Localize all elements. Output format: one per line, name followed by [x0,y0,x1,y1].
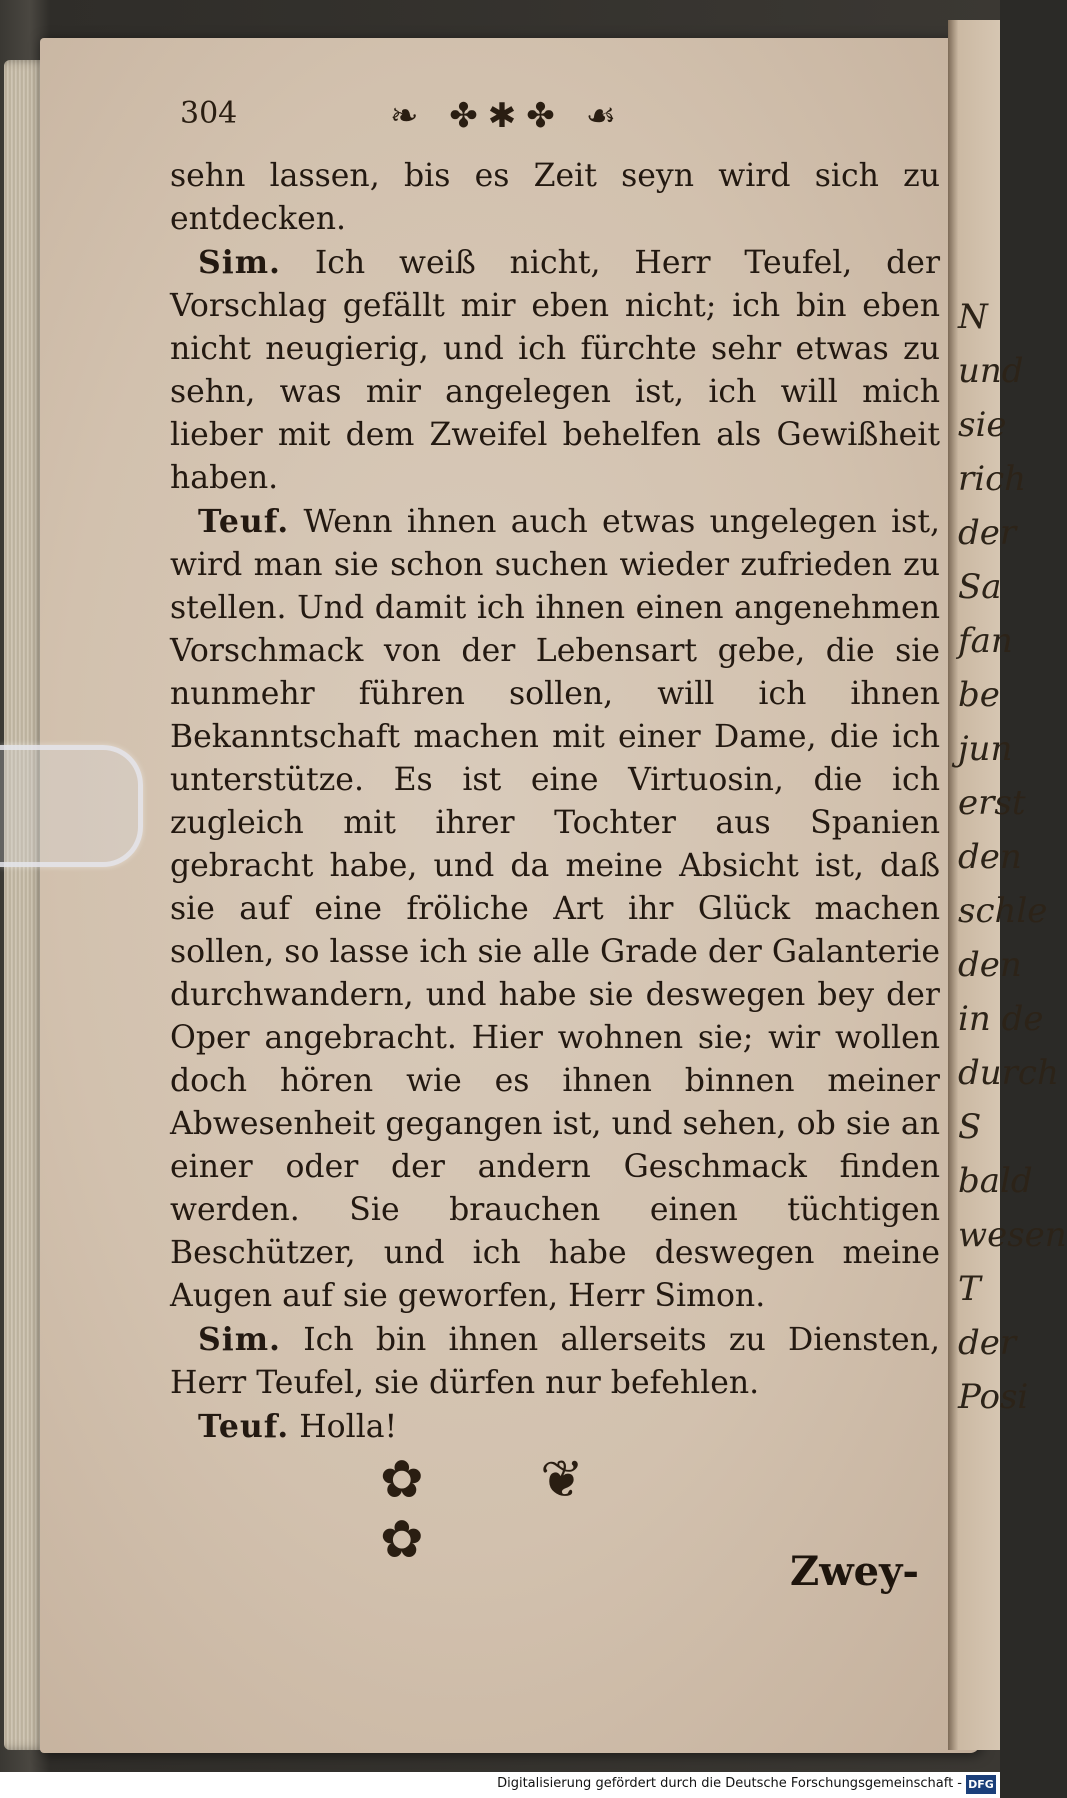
paragraph-text: Ich weiß nicht, Herr Teufel, der Vorschlag gefällt mir eben nicht; ich bin eben nicht neugierig, und ich fürchte sehr etwas zu sehn, was mir angelegen ist, ich will mich lieber mit dem Zweifel behelfen als Gewißheit haben. [170,245,940,496]
facing-page-fragment: schle [958,891,1048,931]
footer-credit: Digitalisierung gefördert durch die Deutsche Forschungsgemeinschaft - [497,1776,962,1791]
page-number: 304 [180,96,238,131]
facing-page-fragment: wesen [958,1215,1067,1255]
facing-page-fragment: be [958,675,1000,715]
facing-page-fragment: S [958,1107,982,1147]
paragraph-text: Wenn ihnen auch etwas ungelegen ist, wird man sie schon suchen wieder zufrieden zu stellen. Und damit ich ihnen einen angenehmen Vorschmack von der Lebensart gebe, die sie nunmehr führen sollen, will ich ihnen Bekanntschaft machen mit einer Dame, die ich unterstütze. Es ist eine Virtuosin, die ich zugleich mit ihrer Tochter aus Spanien gebracht habe, und da meine Absicht ist, daß sie auf eine fröliche Art ihr Glück machen sollen, so lasse ich sie alle Grade der Galanterie durchwandern, und habe sie deswegen bey der Oper angebracht. Hier wohnen sie; wir wollen doch hören wie es ihnen binnen meiner Abwesenheit gegangen ist, und sehen, ob sie an einer oder der andern Geschmack finden werden. Sie brauchen einen tüchtigen Beschützer, und ich habe deswegen meine Augen auf sie geworfen, Herr Simon. [170,504,940,1314]
paragraph [170,500,940,1318]
facing-page-fragment: sie [958,405,1007,445]
facing-page-fragment: Posi [958,1377,1029,1417]
facing-page-fragment: N [958,297,988,337]
speaker-label: Teuf. [198,503,290,540]
bookmark-clip [0,745,143,867]
catchword: Zwey- [790,1548,919,1595]
facing-page-fragment: Sa [958,567,1002,607]
paragraph-text: Ich bin ihnen allerseits zu Diensten, Herr Teufel, sie dürfen nur befehlen. [170,1322,940,1401]
paragraph [170,241,940,500]
facing-page-fragment: der [958,513,1017,553]
speaker-label: Teuf. [198,1408,290,1445]
facing-page-fragment: bald [958,1161,1033,1201]
facing-page-fragment: fan [958,621,1013,661]
facing-page-fragment: jun [958,729,1013,769]
paragraph-text: Holla! [299,1409,398,1445]
dfg-logo: DFG [966,1775,996,1794]
page-body [170,155,940,1449]
facing-page-fragment: und [958,351,1024,391]
facing-page-fragment: in de [958,999,1044,1039]
facing-page-fragment: der [958,1323,1017,1363]
facing-page-fragment: den [958,837,1022,877]
paragraph-text: sehn lassen, bis es Zeit seyn wird sich zu entdecken. [170,158,940,237]
paragraph [170,155,940,241]
page-header [180,96,940,146]
digitization-footer [0,1772,1000,1798]
facing-page-fragment: durch [958,1053,1059,1093]
header-ornament: ❧ ✤✱✤ ☙ [390,96,627,136]
facing-page-fragments [958,290,1067,1424]
facing-page-fragment: erst [958,783,1026,823]
speaker-label: Sim. [198,244,282,281]
paragraph [170,1405,940,1449]
paragraph [170,1318,940,1405]
facing-page-fragment: T [958,1269,981,1309]
facing-page-fragment: den [958,945,1022,985]
speaker-label: Sim. [198,1321,282,1358]
fleuron-ornaments: ✿ ❦ ✿ [380,1450,634,1570]
facing-page-fragment: rich [958,459,1027,499]
